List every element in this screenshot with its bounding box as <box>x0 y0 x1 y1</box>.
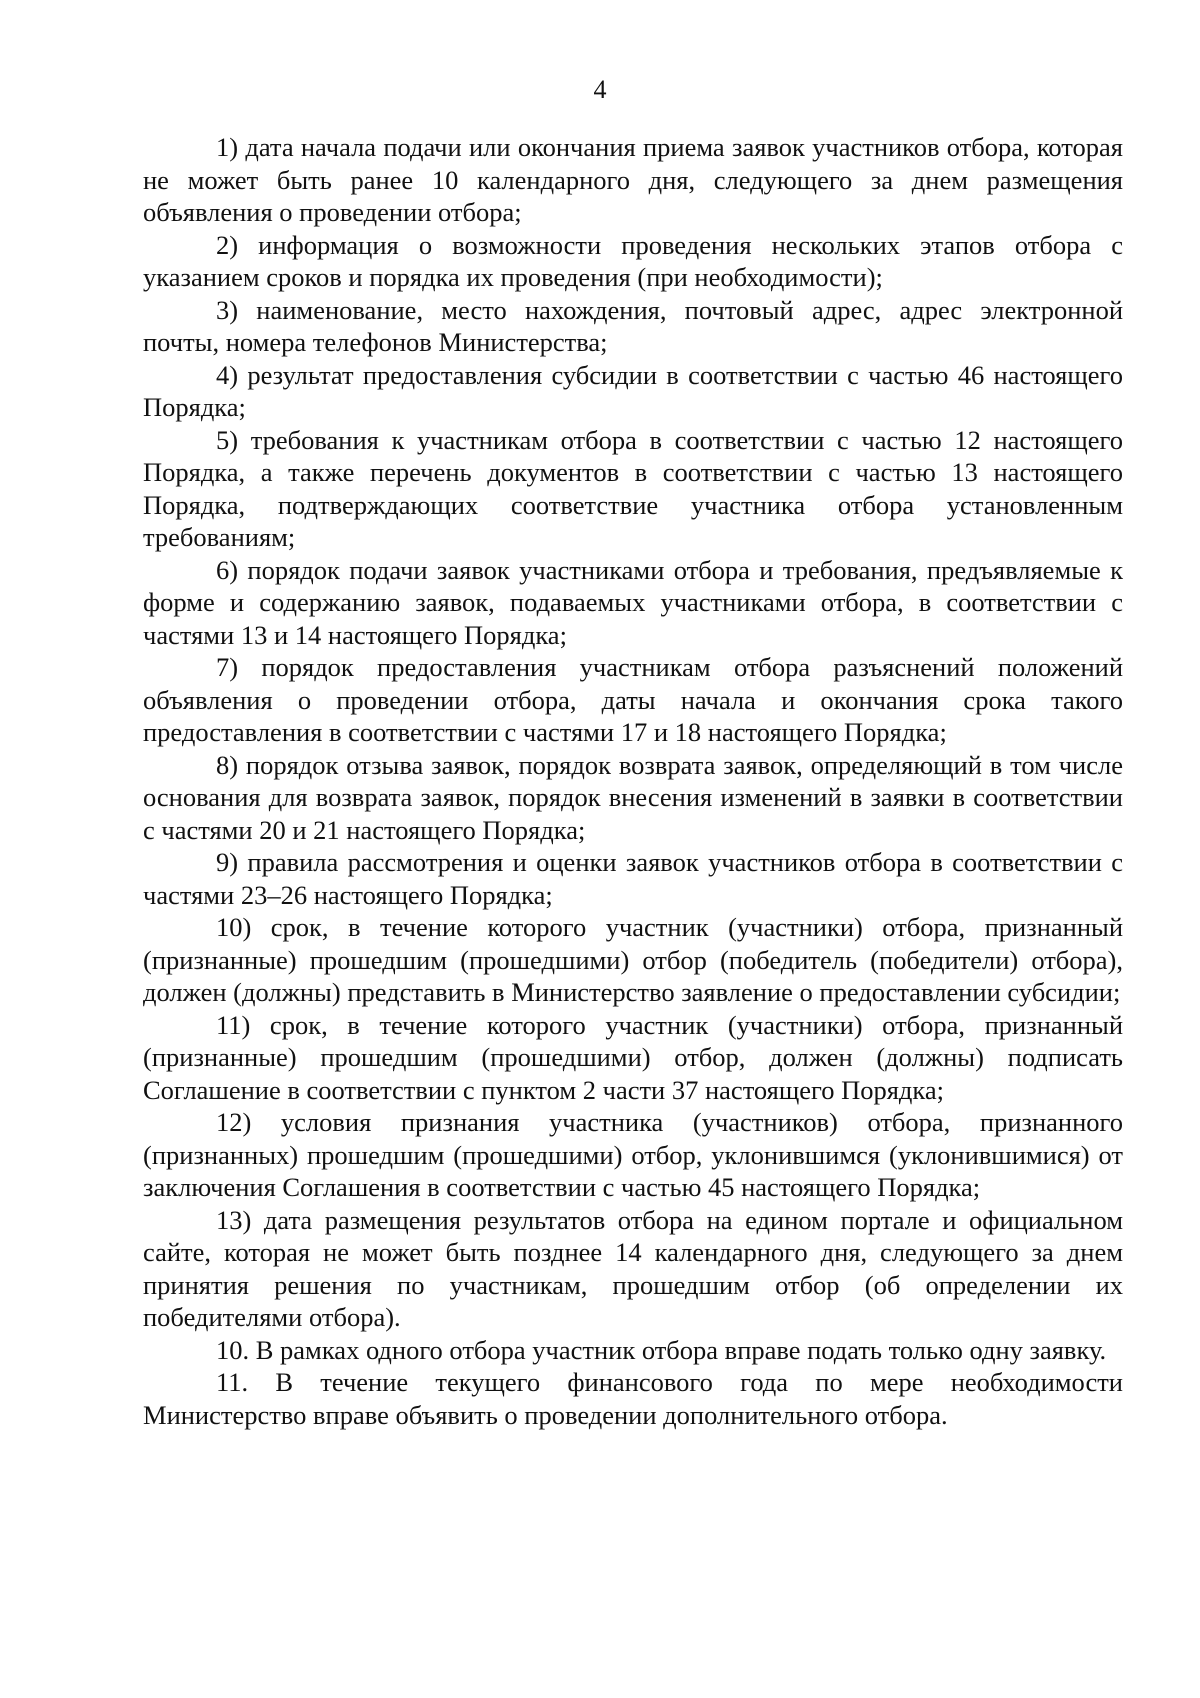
list-item-4: 4) результат предоставления субсидии в соответствии с частью 46 настоящего Порядка; <box>143 359 1123 422</box>
list-item-8: 8) порядок отзыва заявок, порядок возврата заявок, определяющий в том числе основания для возврата заявок, порядок внесения изменений в заявки в соответствии с частями 20 и 21 настоящего Порядка; <box>143 749 1123 845</box>
list-item-5: 5) требования к участникам отбора в соответствии с частью 12 настоящего Порядка, а также перечень документов в соответствии с частью 13 настоящего Порядка, подтверждающих соответствие участника отбора установленным требованиям; <box>143 424 1123 552</box>
page-number: 4 <box>593 75 607 104</box>
list-item-12: 12) условия признания участника (участников) отбора, признанного (признанных) прошедшим (прошедшими) отбор, уклонившимся (уклонившимися) от заключения Соглашения в соответствии с частью 45 настоящего Порядка; <box>143 1107 1123 1202</box>
clause-10: 10. В рамках одного отбора участник отбора вправе подать только одну заявку. <box>216 1334 1107 1365</box>
clause-11: 11. В течение текущего финансового года по мере необходимости Министерство вправе объявить о проведении дополнительного отбора. <box>143 1367 1123 1430</box>
list-item-9: 9) правила рассмотрения и оценки заявок участников отбора в соответствии с частями 23–26 настоящего Порядка; <box>143 847 1123 910</box>
list-item-1: 1) дата начала подачи или окончания приема заявок участников отбора, которая не может быть ранее 10 календарного дня, следующего за днем размещения объявления о проведении отбора; <box>143 132 1123 227</box>
list-item-7: 7) порядок предоставления участникам отбора разъяснений положений объявления о проведении отбора, даты начала и окончания срока такого предоставления в соответствии с частями 17 и 18 настоящего Порядка; <box>143 652 1123 747</box>
list-item-11: 11) срок, в течение которого участник (участники) отбора, признанный (признанные) прошедшим (прошедшими) отбор, должен (должны) подписать Соглашение в соответствии с пунктом 2 части 37 настоящего Порядка; <box>143 1009 1123 1105</box>
list-item-3: 3) наименование, место нахождения, почтовый адрес, адрес электронной почты, номера телефонов Министерства; <box>143 294 1123 357</box>
document-body <box>143 131 1123 1431</box>
list-item-13: 13) дата размещения результатов отбора на едином портале и официальном сайте, которая не может быть позднее 14 календарного дня, следующего за днем принятия решения по участникам, прошедшим отбор (об определении их победителями отбора). <box>143 1204 1123 1332</box>
list-item-10: 10) срок, в течение которого участник (участники) отбора, признанный (признанные) прошедшим (прошедшими) отбор (победитель (победители) отбора), должен (должны) представить в Министерство заявление о предоставлении субсидии; <box>143 912 1123 1007</box>
list-item-2: 2) информация о возможности проведения нескольких этапов отбора с указанием сроков и порядка их проведения (при необходимости); <box>143 229 1123 292</box>
list-item-6: 6) порядок подачи заявок участниками отбора и требования, предъявляемые к форме и содержанию заявок, подаваемых участниками отбора, в соответствии с частями 13 и 14 настоящего Порядка; <box>143 554 1123 650</box>
